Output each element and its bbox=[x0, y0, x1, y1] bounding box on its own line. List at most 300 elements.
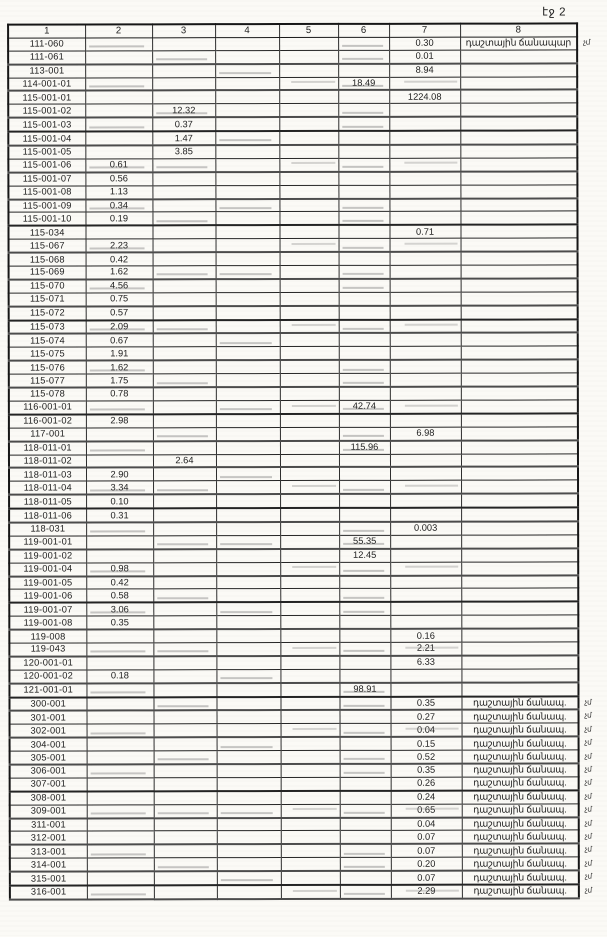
header-cell-col4: 4 bbox=[215, 24, 279, 38]
cell-value-col2: 0.98 bbox=[86, 562, 153, 576]
cell-note bbox=[461, 360, 578, 374]
cell-value-col4 bbox=[215, 117, 279, 131]
table-row bbox=[8, 171, 577, 186]
cell-code: 118-031 bbox=[9, 522, 86, 536]
cell-value-col3 bbox=[153, 522, 216, 536]
cell-value-col2 bbox=[87, 858, 154, 872]
cell-code: 119-001-06 bbox=[9, 589, 86, 603]
cell-value-col2: 0.42 bbox=[86, 576, 153, 590]
table-row bbox=[8, 158, 577, 173]
cell-value-col3 bbox=[154, 778, 217, 792]
cell-note: դաշտային ճանապ. bbox=[462, 830, 579, 844]
cell-value-col6 bbox=[339, 481, 390, 494]
cell-value-col4 bbox=[216, 454, 280, 468]
cell-value-col5 bbox=[281, 710, 340, 724]
cell-value-col6: 12.45 bbox=[339, 549, 390, 562]
cell-note bbox=[460, 76, 577, 90]
cell-value-col4 bbox=[215, 37, 279, 50]
cell-value-col5 bbox=[280, 549, 339, 563]
cell-value-col4 bbox=[215, 64, 279, 78]
cell-code: 119-001-08 bbox=[9, 616, 86, 630]
cell-value-col3 bbox=[153, 643, 216, 657]
cell-value-col6 bbox=[339, 427, 390, 440]
cell-code: 118-011-06 bbox=[9, 509, 86, 523]
cell-value-col2: 2.98 bbox=[86, 414, 153, 428]
cell-note: դաշտային ճանապ. bbox=[462, 804, 579, 818]
cell-value-col4 bbox=[216, 266, 280, 280]
cell-code: 308-001 bbox=[10, 791, 87, 805]
table-row bbox=[9, 682, 578, 697]
cell-value-col4 bbox=[216, 252, 280, 266]
table-row bbox=[9, 386, 578, 401]
cell-value-col5 bbox=[280, 656, 339, 670]
cell-value-col2 bbox=[87, 778, 154, 792]
table-row bbox=[8, 144, 577, 159]
cell-value-col7: 0.30 bbox=[389, 37, 460, 50]
cell-note bbox=[461, 278, 578, 292]
cell-code: 118-011-03 bbox=[9, 468, 86, 482]
table-row bbox=[10, 763, 579, 778]
cell-value-col7 bbox=[389, 104, 460, 118]
cell-note: դաշտային ճանապ. bbox=[462, 723, 579, 737]
cell-note bbox=[460, 131, 577, 145]
cell-code: 311-001 bbox=[10, 818, 87, 832]
table-row bbox=[9, 346, 578, 361]
cell-value-col6 bbox=[339, 333, 390, 346]
cell-value-col7 bbox=[390, 305, 461, 319]
cell-value-col3 bbox=[154, 818, 217, 832]
cell-code: 313-001 bbox=[10, 845, 87, 859]
cell-value-col6 bbox=[338, 225, 389, 238]
cell-value-col4 bbox=[215, 50, 279, 64]
cell-value-col7 bbox=[389, 117, 460, 131]
cell-value-col5 bbox=[281, 737, 340, 751]
cell-value-col5 bbox=[280, 629, 339, 643]
cell-value-col4 bbox=[215, 145, 279, 159]
cell-value-col3 bbox=[154, 885, 217, 899]
cell-value-col4 bbox=[216, 292, 280, 306]
cell-note: դաշտային ճանապ. bbox=[462, 750, 579, 764]
cell-value-col2 bbox=[87, 885, 154, 899]
cell-value-col6 bbox=[340, 750, 391, 763]
cell-value-col4 bbox=[216, 387, 280, 401]
cell-note bbox=[461, 588, 578, 602]
cell-value-col6 bbox=[338, 145, 389, 158]
cell-value-col3 bbox=[153, 374, 216, 388]
table-row bbox=[9, 360, 578, 375]
cell-value-col5 bbox=[280, 589, 339, 603]
table-row bbox=[9, 696, 578, 711]
table-row bbox=[9, 669, 578, 684]
cell-value-col2: 0.67 bbox=[86, 334, 153, 348]
cell-value-col5 bbox=[281, 764, 340, 778]
cell-value-col4 bbox=[217, 804, 281, 818]
cell-value-col4 bbox=[217, 710, 281, 724]
cell-value-col4 bbox=[216, 360, 280, 374]
cell-value-col3 bbox=[154, 711, 217, 725]
cell-note bbox=[461, 319, 578, 333]
cell-value-col2: 3.06 bbox=[86, 603, 153, 617]
cell-value-col3 bbox=[153, 697, 216, 711]
cell-value-col6 bbox=[338, 50, 389, 63]
header-cell-col7: 7 bbox=[389, 24, 460, 38]
cell-value-col7: 2.21 bbox=[390, 642, 461, 656]
table-row bbox=[8, 50, 577, 65]
header-cell-col8: 8 bbox=[460, 23, 577, 37]
cell-value-col2 bbox=[87, 818, 154, 832]
cell-value-col2: 0.56 bbox=[85, 172, 152, 186]
cell-code: 111-061 bbox=[8, 51, 85, 65]
cell-value-col2 bbox=[86, 549, 153, 563]
cell-value-col6 bbox=[339, 508, 390, 522]
cell-value-col3 bbox=[153, 468, 216, 482]
margin-check-mark: չմ bbox=[584, 764, 592, 774]
cell-value-col6 bbox=[339, 360, 390, 373]
cell-note bbox=[461, 629, 578, 643]
cell-value-col2 bbox=[85, 64, 152, 78]
cell-value-col4 bbox=[216, 427, 280, 441]
cell-value-col3 bbox=[152, 212, 215, 226]
cell-note bbox=[460, 185, 577, 199]
cell-value-col7: 0.20 bbox=[391, 857, 462, 871]
cell-value-col5 bbox=[279, 37, 338, 50]
cell-value-col7 bbox=[389, 158, 460, 172]
table-row bbox=[8, 103, 577, 118]
margin-check-mark: չմ bbox=[584, 818, 592, 828]
cell-value-col7 bbox=[389, 185, 460, 199]
cell-code: 304-001 bbox=[10, 738, 87, 752]
cell-value-col5 bbox=[280, 602, 339, 616]
cell-value-col7: 6.33 bbox=[390, 656, 461, 670]
cell-value-col5 bbox=[280, 575, 339, 589]
cell-value-col6 bbox=[339, 589, 390, 602]
cell-code: 314-001 bbox=[10, 858, 87, 872]
cell-note: դաշտային ճանապ. bbox=[462, 737, 579, 751]
cell-value-col6 bbox=[339, 239, 390, 252]
cell-value-col6 bbox=[339, 696, 390, 710]
cell-value-col6 bbox=[340, 885, 391, 899]
table-row bbox=[8, 211, 577, 226]
cell-code: 115-001-09 bbox=[8, 199, 85, 213]
cell-value-col7 bbox=[389, 171, 460, 185]
table-row bbox=[9, 319, 578, 334]
cell-value-col2: 3.34 bbox=[86, 481, 153, 495]
cell-value-col5 bbox=[280, 669, 339, 683]
header-cell-col5: 5 bbox=[279, 24, 338, 38]
cell-value-col5 bbox=[280, 696, 339, 710]
cell-value-col3 bbox=[152, 199, 215, 213]
cell-value-col3 bbox=[153, 292, 216, 306]
cell-value-col7: 0.15 bbox=[391, 737, 462, 751]
cell-value-col3 bbox=[153, 616, 216, 630]
cell-value-col4 bbox=[216, 535, 280, 549]
cell-value-col5 bbox=[279, 117, 338, 131]
cell-value-col6 bbox=[339, 347, 390, 360]
cell-value-col7: 0.07 bbox=[391, 871, 462, 885]
cell-value-col5 bbox=[280, 387, 339, 401]
cell-note bbox=[461, 521, 578, 535]
table-row bbox=[9, 265, 578, 280]
cell-value-col7 bbox=[390, 602, 461, 616]
table-row bbox=[9, 278, 578, 293]
cell-code: 301-001 bbox=[10, 711, 87, 725]
cell-code: 115-034 bbox=[8, 226, 85, 240]
cell-code: 119-043 bbox=[9, 643, 86, 657]
cell-value-col4 bbox=[215, 225, 279, 239]
cell-value-col6 bbox=[340, 804, 391, 817]
cell-value-col4 bbox=[216, 576, 280, 590]
cell-value-col7 bbox=[390, 265, 461, 279]
cell-value-col4 bbox=[216, 320, 280, 334]
cell-value-col6 bbox=[340, 791, 391, 804]
cell-value-col4 bbox=[216, 374, 280, 388]
cell-value-col6 bbox=[339, 319, 390, 333]
cell-note bbox=[461, 602, 578, 616]
cell-value-col3 bbox=[153, 252, 216, 266]
cell-note bbox=[461, 562, 578, 576]
cell-value-col5 bbox=[280, 265, 339, 279]
cell-value-col3: 0.37 bbox=[152, 117, 215, 131]
cell-value-col2: 0.19 bbox=[85, 212, 152, 226]
cell-value-col3 bbox=[152, 172, 215, 186]
cell-value-col4 bbox=[216, 279, 280, 293]
cell-value-col7 bbox=[390, 373, 461, 387]
cell-note: դաշտային ճանապ. bbox=[461, 696, 578, 710]
cell-value-col2 bbox=[86, 697, 153, 711]
cell-value-col3 bbox=[153, 279, 216, 293]
cell-value-col6 bbox=[338, 172, 389, 185]
cell-value-col3: 1.47 bbox=[152, 131, 215, 145]
margin-check-mark: չմ bbox=[584, 697, 592, 707]
table-row bbox=[9, 252, 578, 267]
cell-value-col5 bbox=[281, 751, 340, 765]
cell-value-col4 bbox=[216, 549, 280, 563]
table-row bbox=[9, 615, 578, 630]
cell-value-col7 bbox=[390, 467, 461, 481]
cell-value-col5 bbox=[280, 522, 339, 536]
cell-value-col4 bbox=[216, 669, 280, 683]
cell-value-col3 bbox=[154, 804, 217, 818]
cell-code: 307-001 bbox=[10, 778, 87, 792]
cell-value-col7 bbox=[390, 319, 461, 333]
table-row bbox=[10, 710, 579, 725]
cell-note bbox=[461, 480, 578, 494]
cell-value-col6 bbox=[340, 871, 391, 885]
cell-value-col6 bbox=[340, 737, 391, 750]
margin-check-mark: չմ bbox=[584, 710, 592, 720]
cell-code: 119-001-07 bbox=[9, 603, 86, 617]
cell-value-col2: 1.75 bbox=[86, 374, 153, 388]
cell-note bbox=[461, 535, 578, 549]
cell-value-col4 bbox=[216, 616, 280, 630]
cell-note bbox=[461, 453, 578, 467]
cell-value-col6 bbox=[340, 724, 391, 737]
cell-value-col2 bbox=[85, 145, 152, 159]
table-row bbox=[10, 830, 579, 845]
cell-value-col7: 0.24 bbox=[391, 790, 462, 804]
margin-check-mark: չմ bbox=[584, 777, 592, 787]
cell-value-col3 bbox=[154, 737, 217, 751]
cell-code: 115-001-01 bbox=[8, 91, 85, 105]
cell-note bbox=[460, 63, 577, 77]
cell-value-col6 bbox=[340, 710, 391, 723]
cell-value-col6 bbox=[338, 198, 389, 211]
cell-value-col6 bbox=[339, 454, 390, 467]
cell-value-col2: 0.10 bbox=[86, 494, 153, 508]
cell-value-col4 bbox=[216, 602, 280, 616]
table-row bbox=[9, 602, 578, 617]
page-number-label: էջ 2 bbox=[542, 6, 567, 19]
cell-value-col3 bbox=[153, 669, 216, 683]
cell-value-col3: 2.64 bbox=[153, 454, 216, 468]
cell-value-col3 bbox=[153, 494, 216, 508]
margin-notes-column bbox=[581, 22, 607, 932]
cell-value-col7: 0.003 bbox=[390, 522, 461, 536]
cell-value-col2 bbox=[85, 226, 152, 240]
cell-value-col6 bbox=[340, 844, 391, 857]
cell-value-col2: 0.78 bbox=[86, 387, 153, 401]
cell-value-col2 bbox=[86, 522, 153, 536]
cell-value-col5 bbox=[279, 64, 338, 78]
cell-note: դաշտային ճանապ. bbox=[462, 817, 579, 831]
cell-value-col4 bbox=[217, 737, 281, 751]
cell-code: 119-001-02 bbox=[9, 549, 86, 563]
table-row bbox=[9, 480, 578, 495]
cell-note bbox=[460, 158, 577, 172]
cell-value-col7: 0.07 bbox=[391, 844, 462, 858]
margin-check-mark: չմ bbox=[584, 804, 592, 814]
cell-value-col2 bbox=[87, 845, 154, 859]
cell-value-col5 bbox=[280, 481, 339, 495]
cell-note bbox=[461, 252, 578, 266]
cell-value-col6 bbox=[339, 373, 390, 386]
table-row bbox=[10, 844, 579, 859]
cell-code: 118-011-05 bbox=[9, 495, 86, 509]
margin-check-mark: չմ bbox=[582, 37, 591, 47]
cell-value-col5 bbox=[280, 320, 339, 334]
cell-value-col6 bbox=[338, 185, 389, 198]
cell-value-col5 bbox=[281, 844, 340, 858]
cell-value-col2 bbox=[85, 104, 152, 118]
cell-value-col3 bbox=[153, 481, 216, 495]
margin-check-mark: չմ bbox=[584, 724, 592, 734]
cell-value-col2: 2.09 bbox=[86, 320, 153, 334]
cell-code: 115-078 bbox=[9, 388, 86, 402]
cell-value-col3 bbox=[152, 50, 215, 64]
cell-value-col7: 0.04 bbox=[391, 817, 462, 831]
table-row bbox=[9, 453, 578, 468]
cell-value-col4 bbox=[216, 697, 280, 711]
margin-check-mark: չմ bbox=[584, 737, 592, 747]
table-row bbox=[10, 857, 579, 872]
cell-value-col2: 0.18 bbox=[86, 670, 153, 684]
cell-value-col6 bbox=[339, 669, 390, 682]
cell-value-col7 bbox=[390, 360, 461, 374]
header-row bbox=[8, 23, 577, 38]
cell-value-col5 bbox=[280, 239, 339, 253]
cell-value-col7 bbox=[390, 575, 461, 589]
cell-value-col7 bbox=[390, 480, 461, 494]
cell-note bbox=[460, 211, 577, 225]
cell-code: 120-001-02 bbox=[9, 670, 86, 684]
cell-value-col4 bbox=[215, 212, 279, 226]
cell-value-col5 bbox=[279, 172, 338, 186]
cell-value-col3: 12.32 bbox=[152, 104, 215, 118]
cell-value-col5 bbox=[280, 347, 339, 361]
cell-value-col7 bbox=[390, 440, 461, 454]
cell-note bbox=[461, 413, 578, 427]
table-row bbox=[8, 185, 577, 200]
cell-value-col6 bbox=[339, 292, 390, 305]
cell-code: 115-001-10 bbox=[8, 212, 85, 226]
cell-note bbox=[461, 507, 578, 521]
cell-value-col7 bbox=[390, 454, 461, 468]
cell-code: 114-001-01 bbox=[8, 78, 85, 92]
cell-code: 118-011-02 bbox=[9, 454, 86, 468]
data-table bbox=[7, 22, 580, 900]
cell-value-col4 bbox=[215, 131, 279, 145]
cell-value-col4 bbox=[216, 414, 280, 428]
table-row bbox=[10, 750, 579, 765]
cell-note bbox=[461, 440, 578, 454]
cell-value-col7 bbox=[389, 212, 460, 226]
cell-value-col6 bbox=[339, 252, 390, 265]
cell-code: 115-001-08 bbox=[8, 186, 85, 200]
cell-note: դաշտային ճանապ. bbox=[462, 790, 579, 804]
cell-note bbox=[460, 90, 577, 104]
table-row bbox=[10, 817, 579, 832]
table-row bbox=[9, 655, 578, 670]
cell-value-col2 bbox=[86, 643, 153, 657]
cell-value-col2: 1.13 bbox=[85, 186, 152, 200]
cell-value-col2: 2.23 bbox=[86, 239, 153, 253]
cell-code: 115-001-07 bbox=[8, 172, 85, 186]
cell-code: 115-069 bbox=[9, 266, 86, 280]
cell-value-col5 bbox=[279, 77, 338, 91]
table-wrap bbox=[7, 22, 580, 900]
cell-value-col4 bbox=[216, 643, 280, 657]
cell-value-col5 bbox=[280, 535, 339, 549]
header-cell-col3: 3 bbox=[152, 24, 215, 38]
cell-value-col4 bbox=[217, 871, 281, 885]
cell-value-col4 bbox=[215, 172, 279, 186]
cell-value-col6 bbox=[339, 306, 390, 320]
cell-code: 302-001 bbox=[10, 724, 87, 738]
cell-value-col3 bbox=[153, 401, 216, 415]
cell-code: 116-001-02 bbox=[9, 414, 86, 428]
cell-note bbox=[460, 103, 577, 117]
cell-code: 115-068 bbox=[9, 253, 86, 267]
cell-value-col7 bbox=[390, 279, 461, 293]
cell-value-col7: 0.07 bbox=[391, 831, 462, 845]
cell-code: 118-011-01 bbox=[9, 441, 86, 455]
cell-value-col6 bbox=[338, 104, 389, 117]
cell-value-col3 bbox=[153, 306, 216, 320]
cell-value-col7 bbox=[390, 413, 461, 427]
cell-value-col5 bbox=[279, 185, 338, 199]
cell-value-col2 bbox=[86, 536, 153, 550]
cell-note bbox=[460, 225, 577, 239]
cell-value-col5 bbox=[280, 616, 339, 630]
cell-value-col6 bbox=[338, 158, 389, 171]
cell-value-col6 bbox=[338, 63, 389, 76]
margin-check-mark: չմ bbox=[584, 858, 592, 868]
cell-value-col2 bbox=[85, 91, 152, 105]
cell-value-col7 bbox=[390, 548, 461, 562]
margin-check-mark: չմ bbox=[584, 871, 592, 881]
cell-note bbox=[461, 386, 578, 400]
table-row bbox=[9, 400, 578, 415]
